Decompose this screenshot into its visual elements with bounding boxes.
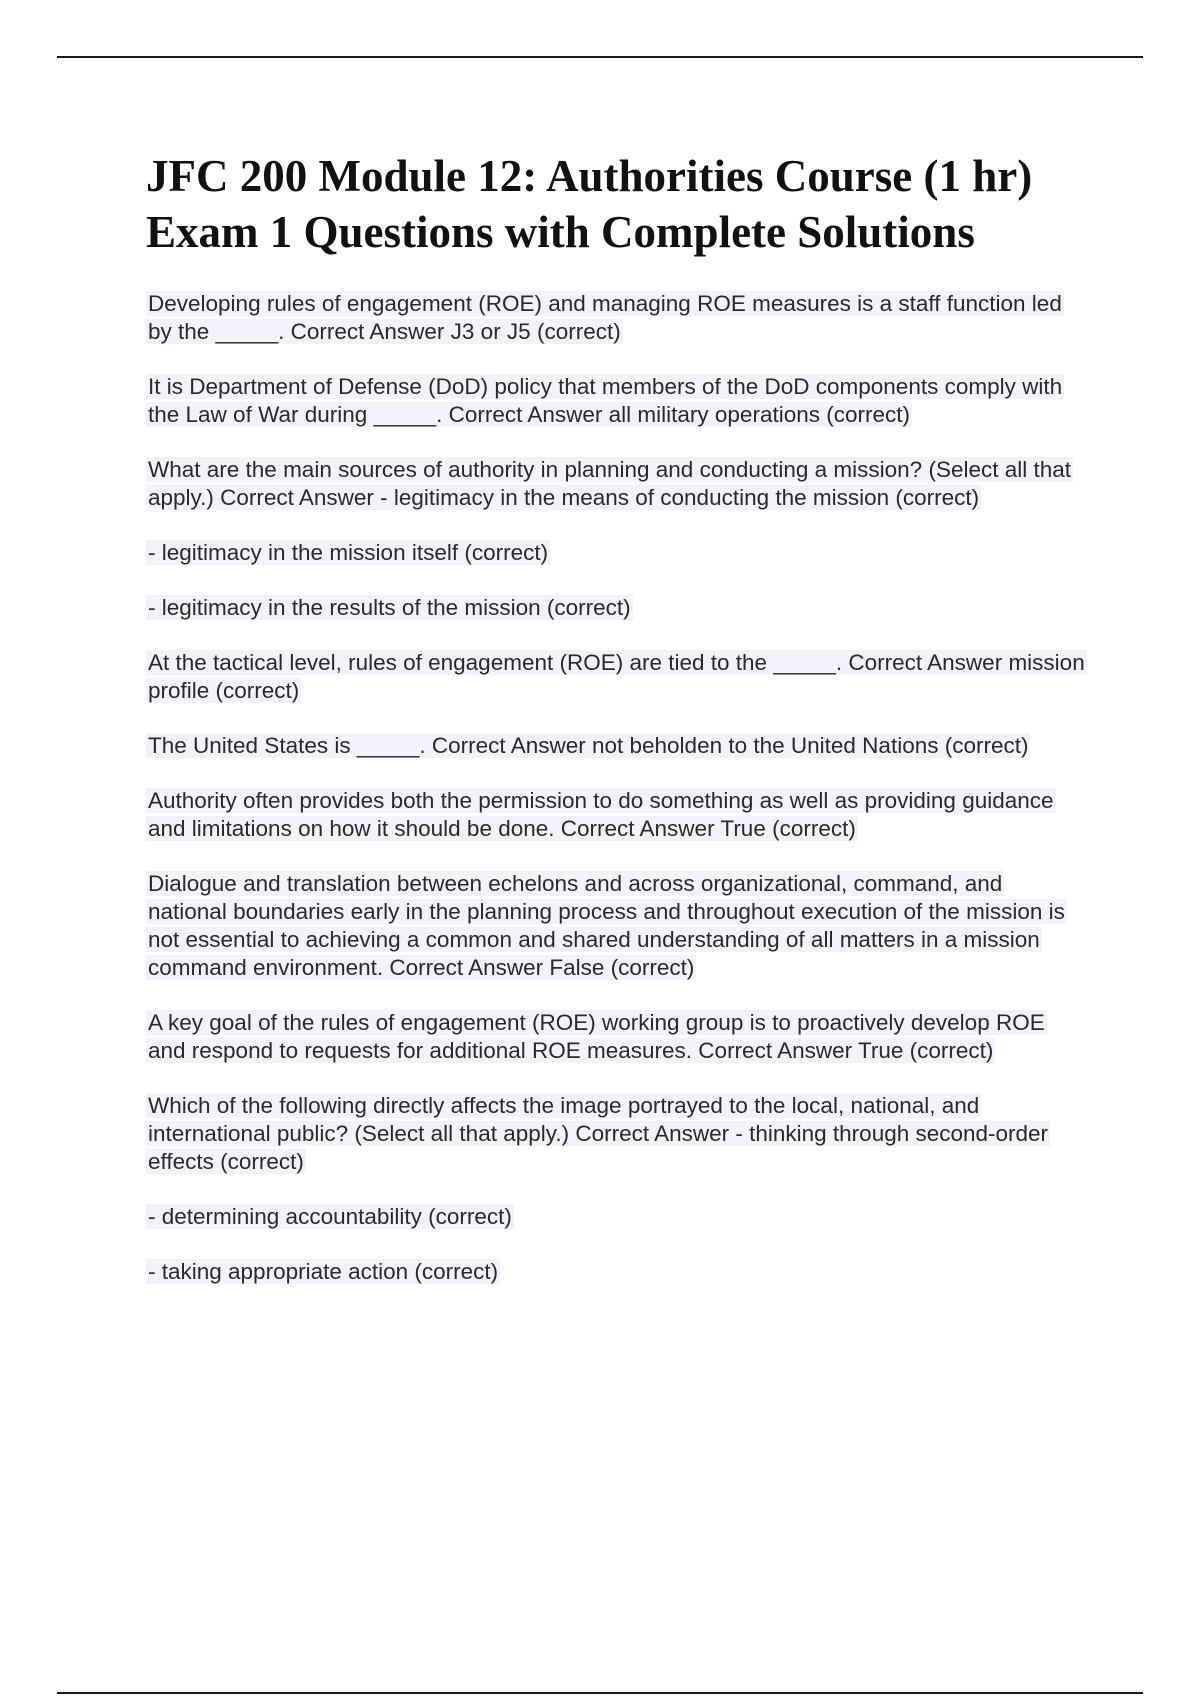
qa-text: Which of the following directly affects the image portrayed to the local, national, and international public? (Select all that apply.) Correct Answer - thinking through second-order effects (correct) xyxy=(148,1093,1049,1174)
qa-paragraph-9 xyxy=(146,870,1086,982)
qa-paragraph-1 xyxy=(146,290,1086,346)
qa-text: - taking appropriate action (correct) xyxy=(148,1259,499,1284)
qa-text: Authority often provides both the permission to do something as well as providing guidance and limitations on how it should be done. Correct Answer True (correct) xyxy=(148,788,1054,841)
qa-text: - legitimacy in the results of the mission (correct) xyxy=(148,595,631,620)
qa-text: The United States is _____. Correct Answer not beholden to the United Nations (correct) xyxy=(148,733,1029,758)
bottom-rule xyxy=(57,1692,1143,1694)
qa-text: Dialogue and translation between echelons and across organizational, command, and national boundaries early in the planning process and throughout execution of the mission is not essential to achieving a common and shared understanding of all matters in a mission command environment. Correct Answer False (correct) xyxy=(148,871,1065,980)
qa-paragraph-2 xyxy=(146,373,1086,429)
top-rule xyxy=(57,56,1143,58)
qa-text: - determining accountability (correct) xyxy=(148,1204,512,1229)
qa-paragraph-13 xyxy=(146,1258,1086,1286)
qa-text: Developing rules of engagement (ROE) and managing ROE measures is a staff function led by the _____. Correct Answer J3 or J5 (correct) xyxy=(148,291,1062,344)
qa-text: It is Department of Defense (DoD) policy that members of the DoD components comply with the Law of War during _____. Correct Answer all military operations (correct) xyxy=(148,374,1063,427)
qa-paragraph-8 xyxy=(146,787,1086,843)
qa-paragraph-11 xyxy=(146,1092,1086,1176)
qa-paragraph-7 xyxy=(146,732,1086,760)
qa-text: At the tactical level, rules of engagement (ROE) are tied to the _____. Correct Answer mission profile (correct) xyxy=(148,650,1085,703)
qa-paragraph-10 xyxy=(146,1009,1086,1065)
qa-text: A key goal of the rules of engagement (ROE) working group is to proactively develop ROE and respond to requests for additional ROE measures. Correct Answer True (correct) xyxy=(148,1010,1045,1063)
qa-paragraph-4 xyxy=(146,539,1086,567)
qa-text: - legitimacy in the mission itself (correct) xyxy=(148,540,549,565)
qa-paragraph-3 xyxy=(146,456,1086,512)
qa-paragraph-5 xyxy=(146,594,1086,622)
qa-paragraph-12 xyxy=(146,1203,1086,1231)
document-title: JFC 200 Module 12: Authorities Course (1 hr) Exam 1 Questions with Complete Solutions xyxy=(146,151,1033,257)
document-body xyxy=(146,148,1086,1313)
qa-text: What are the main sources of authority in planning and conducting a mission? (Select all that apply.) Correct Answer - legitimacy in the means of conducting the mission (correct) xyxy=(148,457,1072,510)
qa-paragraph-6 xyxy=(146,649,1086,705)
